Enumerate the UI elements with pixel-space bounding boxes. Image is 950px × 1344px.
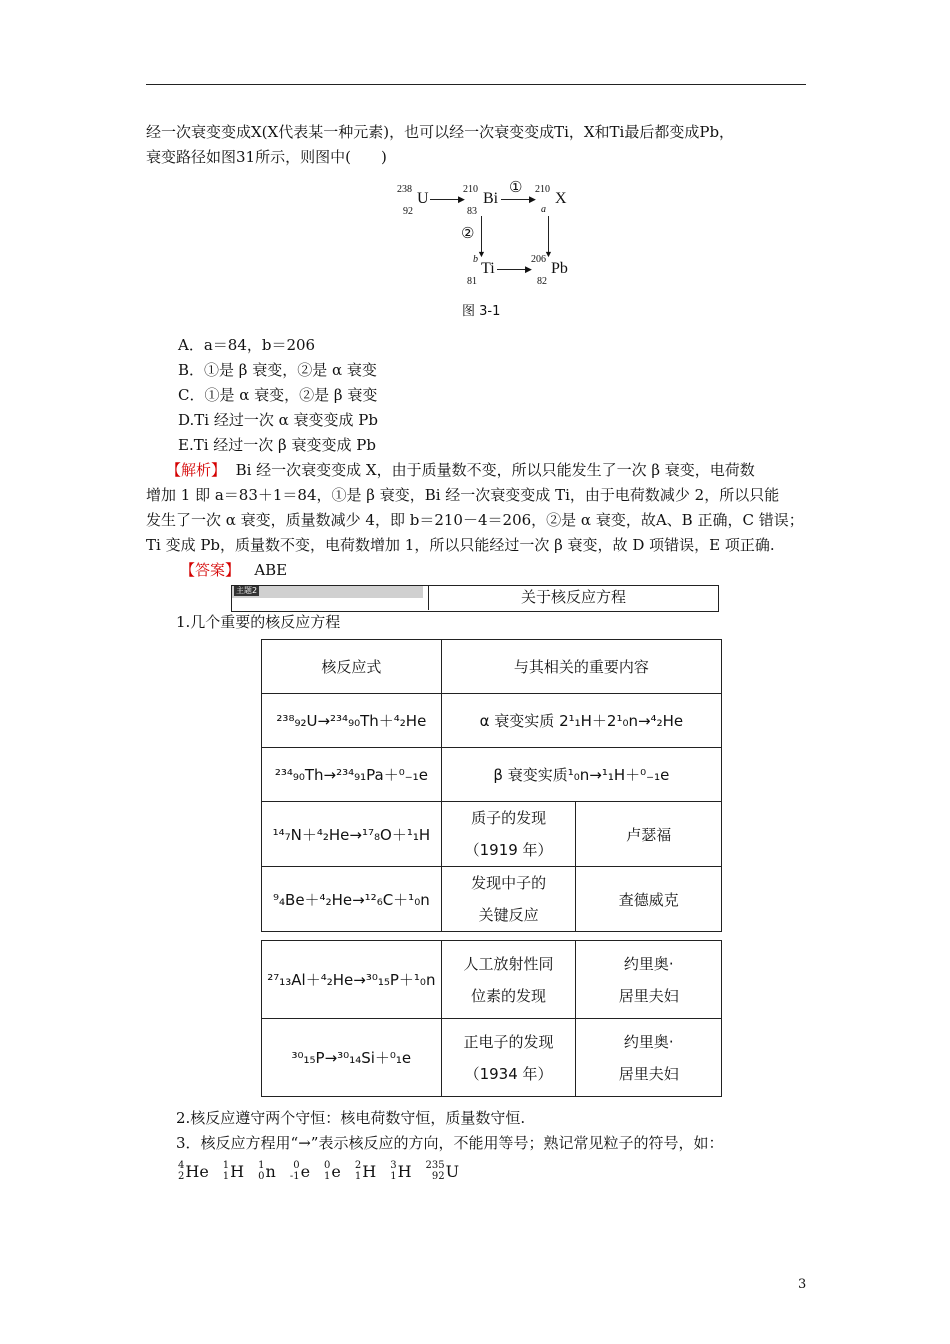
particle-uranium: 235 92 U: [425, 1160, 460, 1182]
table-header-cell: 核反应式: [262, 640, 442, 694]
particle-he: 4 2 He: [178, 1160, 209, 1182]
option-c: C．①是 α 衰变，②是 β 衰变: [178, 386, 378, 404]
topic-title: 关于核反应方程: [520, 588, 626, 606]
content-cell: α 衰变实质 2¹₁H＋2¹₀n→⁴₂He: [441, 694, 721, 748]
particle-list: [178, 1160, 459, 1182]
analysis-line-4: Ti 变成 Pb，质量数不变，电荷数增加 1，所以只能经过一次 β 衰变，故 D 项错误，E 项正确.: [146, 536, 775, 554]
particle-proton: 1 1 H: [222, 1160, 245, 1182]
section-2-text: 2.核反应遵守两个守恒：核电荷数守恒，质量数守恒.: [176, 1109, 526, 1127]
table-row: [262, 802, 722, 867]
arrowhead: ▼: [477, 249, 486, 259]
particle-neutron: 1 0 n: [258, 1160, 276, 1182]
person-cell: 约里奥· 居里夫妇: [576, 1019, 722, 1097]
person-cell: 卢瑟福: [576, 802, 722, 867]
particle-deuterium: 2 1 H: [354, 1160, 377, 1182]
step-2-marker: ②: [461, 226, 475, 242]
particle-tritium: 3 1 H: [390, 1160, 412, 1182]
table-row: [262, 694, 722, 748]
step-1-marker: ①: [509, 180, 523, 196]
figure-caption: 图 3-1: [462, 304, 501, 319]
particle-electron: 0 -1 e: [289, 1160, 311, 1182]
equation-cell: ⁹₄Be＋⁴₂He→¹²₆C＋¹₀n: [262, 867, 442, 932]
arrowhead: ▶: [458, 194, 465, 204]
option-a: A．a＝84，b＝206: [178, 336, 316, 354]
equation-cell: ¹⁴₇N＋⁴₂He→¹⁷₈O＋¹₁H: [262, 802, 442, 867]
equation-cell: ²³⁴₉₀Th→²³⁴₉₁Pa＋⁰₋₁e: [262, 748, 442, 802]
topic-bar: [232, 586, 423, 598]
event-cell: 人工放射性同 位素的发现: [441, 941, 576, 1019]
person-cell: 约里奥· 居里夫妇: [576, 941, 722, 1019]
header-rule: [146, 84, 806, 85]
equation-cell: ³⁰₁₅P→³⁰₁₄Si＋⁰₁e: [262, 1019, 442, 1097]
option-e: E.Ti 经过一次 β 衰变变成 Pb: [178, 436, 376, 454]
table-row: [262, 1019, 722, 1097]
equation-cell: ²³⁸₉₂U→²³⁴₉₀Th＋⁴₂He: [262, 694, 442, 748]
answer-label: 【答案】: [180, 561, 241, 579]
reaction-table-1: [261, 639, 722, 932]
person-cell: 查德威克: [576, 867, 722, 932]
page-number: 3: [798, 1277, 807, 1292]
analysis-line-2: 增加 1 即 a＝83＋1＝84，①是 β 衰变，Bi 经一次衰变变成 Ti，由于电荷数减少 2，所以只能: [146, 486, 780, 504]
table-row: [262, 941, 722, 1019]
particle-positron: 0 1 e: [324, 1160, 341, 1182]
table-row: [262, 867, 722, 932]
table-header-cell: 与其相关的重要内容: [441, 640, 721, 694]
table-row: [262, 748, 722, 802]
topic-tag: 主题2: [236, 586, 258, 595]
option-d: D.Ti 经过一次 α 衰变变成 Pb: [178, 411, 378, 429]
equation-cell: ²⁷₁₃Al＋⁴₂He→³⁰₁₅P＋¹₀n: [262, 941, 442, 1019]
intro-line-1: 经一次衰变变成X(X代表某一种元素)，也可以经一次衰变变成Ti，X和Ti最后都变成Pb，: [146, 123, 735, 141]
content-cell: β 衰变实质¹₀n→¹₁H＋⁰₋₁e: [441, 748, 721, 802]
arrowhead: ▶: [525, 264, 532, 274]
table-header-row: [262, 640, 722, 694]
answer-line: [180, 558, 287, 583]
analysis-line-1: 【解析】 Bi 经一次衰变变成 X，由于质量数不变，所以只能发生了一次 β 衰变，电荷数: [166, 461, 755, 479]
intro-line-2: 衰变路径如图31所示，则图中( ): [146, 148, 387, 166]
decay-diagram: 238 92 U ▶ 210 83 Bi ① ▶ 210 a X ▼ ② ▼ b 81 Ti ▶ 206 82 Pb: [397, 180, 568, 287]
event-cell: 正电子的发现 （1934 年）: [441, 1019, 576, 1097]
reaction-table-2: [261, 940, 722, 1097]
topic-divider: [428, 585, 429, 610]
arrowhead: ▼: [544, 249, 553, 259]
event-cell: 发现中子的 关键反应: [441, 867, 576, 932]
analysis-label: 【解析】: [166, 461, 227, 479]
arrowhead: ▶: [529, 194, 536, 204]
section-3-text: 3．核反应方程用“→”表示核反应的方向，不能用等号；熟记常见粒子的符号，如：: [176, 1134, 724, 1152]
answer-value: ABE: [254, 561, 288, 579]
option-b: B．①是 β 衰变，②是 α 衰变: [178, 361, 377, 379]
section-1-heading: 1.几个重要的核反应方程: [176, 613, 341, 631]
analysis-line-3: 发生了一次 α 衰变，质量数减少 4，即 b＝210－4＝206，②是 α 衰变，故A、B 正确，C 错误；: [146, 511, 804, 529]
event-cell: 质子的发现 （1919 年）: [441, 802, 576, 867]
